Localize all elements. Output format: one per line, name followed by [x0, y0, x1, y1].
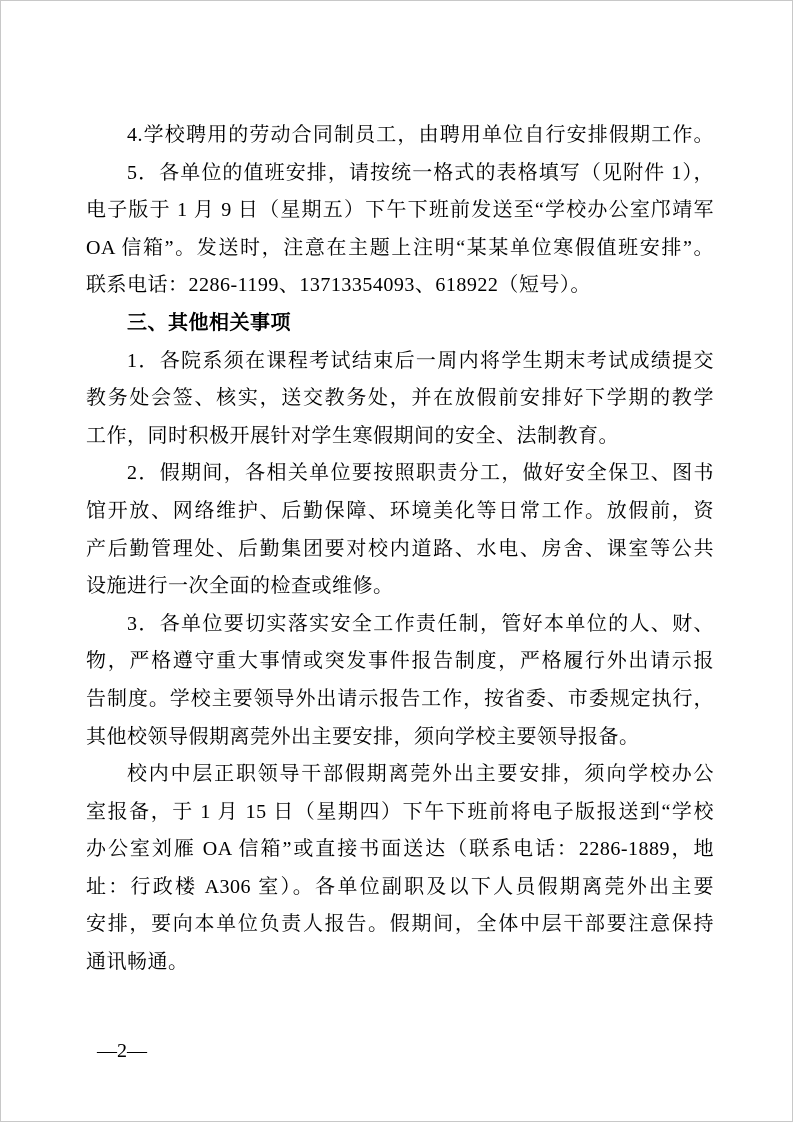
text-line: 告制度。学校主要领导外出请示报告工作，按省委、市委规定执行， [86, 687, 714, 710]
text-line: 校内中层正职领导干部假期离莞外出主要安排，须向学校办公 [127, 763, 714, 786]
text-line: 5．各单位的值班安排，请按统一格式的表格填写（见附件 1）， [127, 161, 714, 184]
text-line: 办公室刘雁 OA 信箱”或直接书面送达（联系电话：2286-1889，地 [86, 838, 714, 861]
text-line: 安排，要向本单位负责人报告。假期间，全体中层干部要注意保持 [86, 913, 714, 936]
text-line: 3．各单位要切实落实安全工作责任制，管好本单位的人、财、 [127, 612, 714, 635]
text-line: 址：行政楼 A306 室）。各单位副职及以下人员假期离莞外出主要 [86, 875, 714, 898]
text-line: 电子版于 1 月 9 日（星期五）下午下班前发送至“学校办公室邝靖军 [86, 199, 714, 222]
text-line: 2．假期间，各相关单位要按照职责分工，做好安全保卫、图书 [127, 462, 714, 485]
text-line: 物，严格遵守重大事情或突发事件报告制度，严格履行外出请示报 [86, 650, 714, 673]
text-line: OA 信箱”。发送时，注意在主题上注明“某某单位寒假值班安排”。 [86, 236, 714, 259]
text-line: 4.学校聘用的劳动合同制员工，由聘用单位自行安排假期工作。 [127, 124, 714, 146]
page-number: —2— [97, 1040, 147, 1062]
document-body [86, 117, 714, 982]
text-line: 室报备，于 1 月 15 日（星期四）下午下班前将电子版报送到“学校 [86, 800, 714, 823]
text-line: 联系电话：2286-1199、13713354093、618922（短号）。 [86, 274, 591, 297]
text-line: 教务处会签、核实，送交教务处，并在放假前安排好下学期的教学 [86, 387, 714, 410]
text-line: 设施进行一次全面的检查或维修。 [86, 575, 394, 598]
text-line: 1．各院系须在课程考试结束后一周内将学生期末考试成绩提交 [127, 349, 714, 372]
section-heading: 三、其他相关事项 [127, 311, 291, 334]
text-line: 工作，同时积极开展针对学生寒假期间的安全、法制教育。 [86, 424, 619, 447]
text-line: 产后勤管理处、后勤集团要对校内道路、水电、房舍、课室等公共 [86, 537, 714, 560]
text-line: 通讯畅通。 [86, 951, 189, 974]
text-line: 其他校领导假期离莞外出主要安排，须向学校主要领导报备。 [86, 725, 640, 748]
text-line: 馆开放、网络维护、后勤保障、环境美化等日常工作。放假前，资 [86, 499, 714, 522]
